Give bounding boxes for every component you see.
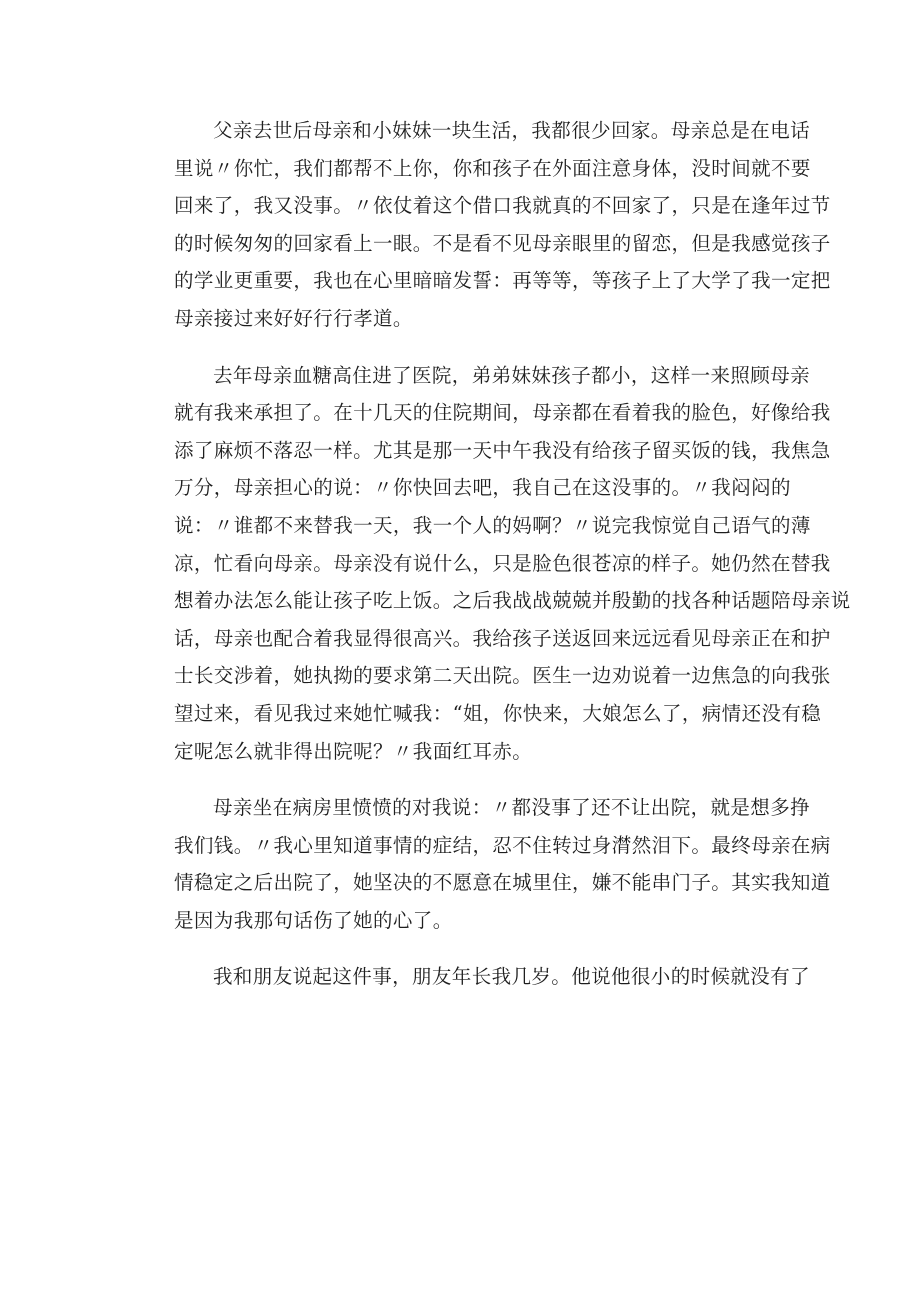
paragraph-2 (135, 357, 851, 771)
text-line: 凉，忙看向母亲。母亲没有说什么，只是脸色很苍凉的样子。她仍然在替我 (174, 551, 831, 575)
article-body (135, 112, 851, 996)
text-line: 是因为我那句话伤了她的心了。 (174, 908, 453, 932)
text-line: 士长交涉着，她执拗的要求第二天出院。医生一边劝说着一边焦急的向我张 (174, 664, 831, 688)
text-line: 回来了，我又没事。〃依仗着这个借口我就真的不回家了，只是在逢年过节 (174, 194, 831, 218)
text-line: 想着办法怎么能让孩子吃上饭。之后我战战兢兢并殷勤的找各种话题陪母亲说 (174, 589, 851, 613)
text-line: 去年母亲血糖高住进了医院，弟弟妹妹孩子都小，这样一来照顾母亲 (213, 363, 811, 387)
text-line: 我们钱。〃我心里知道事情的症结，忍不住转过身潸然泪下。最终母亲在病 (174, 833, 831, 857)
text-line: 母亲坐在病房里愤愤的对我说：〃都没事了还不让出院，就是想多挣 (213, 796, 811, 820)
text-line: 说：〃谁都不来替我一天，我一个人的妈啊？〃说完我惊觉自己语气的薄 (174, 513, 811, 537)
text-line: 父亲去世后母亲和小妹妹一块生活，我都很少回家。母亲总是在电话 (213, 119, 811, 142)
text-line: 里说〃你忙，我们都帮不上你，你和孩子在外面注意身体，没时间就不要 (174, 156, 811, 180)
text-line: 话，母亲也配合着我显得很高兴。我给孩子送返回来远远看见母亲正在和护 (174, 626, 831, 650)
text-line: 母亲接过来好好行行孝道。 (174, 306, 413, 330)
paragraph-4 (135, 958, 811, 996)
text-line: 万分，母亲担心的说：〃你快回去吧，我自己在这没事的。〃我闷闷的 (174, 476, 791, 500)
text-line: 的时候匆匆的回家看上一眼。不是看不见母亲眼里的留恋，但是我感觉孩子 (174, 231, 831, 255)
paragraph-3 (135, 789, 831, 939)
text-line: 的学业更重要，我也在心里暗暗发誓：再等等，等孩子上了大学了我一定把 (174, 269, 831, 293)
paragraph-1 (135, 112, 831, 338)
text-line: 添了麻烦不落忍一样。尤其是那一天中午我没有给孩子留买饭的钱，我焦急 (174, 438, 831, 462)
text-line: 就有我来承担了。在十几天的住院期间，母亲都在看着我的脸色，好像给我 (174, 401, 831, 425)
text-line: 定呢怎么就非得出院呢？〃我面红耳赤。 (174, 739, 533, 763)
text-line: 望过来，看见我过来她忙喊我：“姐，你快来，大娘怎么了，病情还没有稳 (174, 701, 822, 725)
text-line: 情稳定之后出院了，她坚决的不愿意在城里住，嫌不能串门子。其实我知道 (174, 871, 831, 895)
text-line: 我和朋友说起这件事，朋友年长我几岁。他说他很小的时候就没有了 (213, 965, 811, 989)
